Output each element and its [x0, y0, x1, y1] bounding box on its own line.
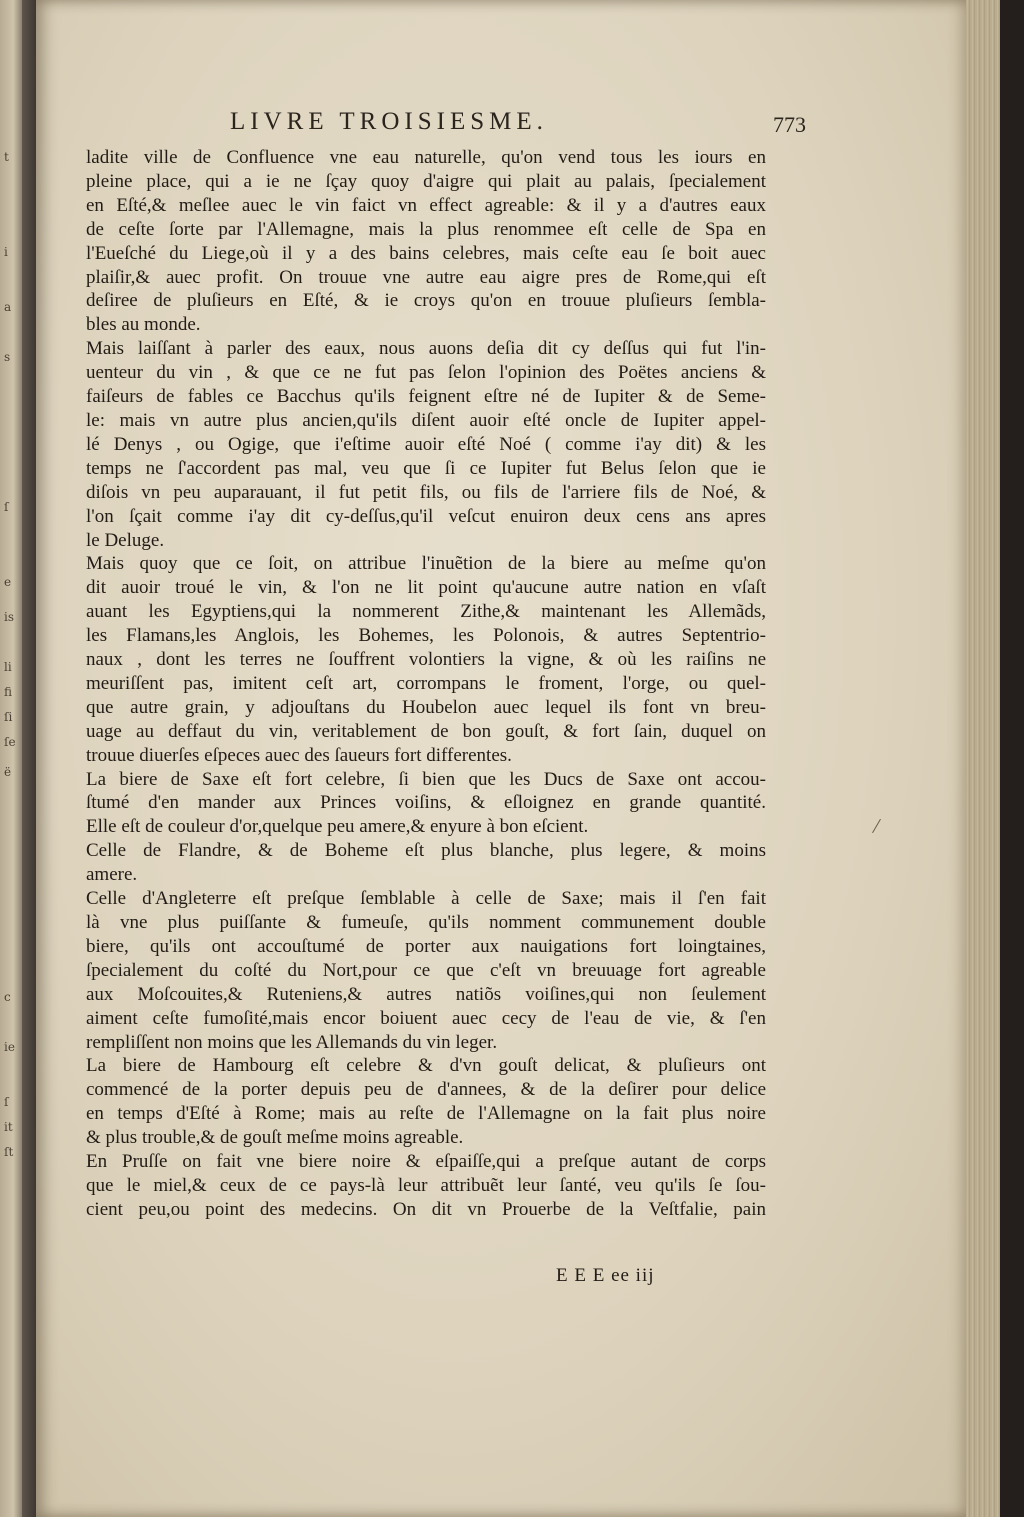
signature-mark: E E E ee iij	[556, 1265, 655, 1286]
margin-fragment: li	[4, 660, 12, 674]
margin-fragment: ë	[4, 765, 12, 779]
text-line: de ceſte ſorte par l'Allemagne, mais la plus renommee eſt celle de Spa en	[86, 218, 766, 240]
text-line: uage au deffaut du vin, veritablement de bon gouſt, & fort ſain, duquel on	[86, 720, 766, 742]
text-line: En Pruſſe on fait vne biere noire & eſpaiſſe,qui a preſque autant de corps	[86, 1151, 766, 1173]
text-line: uenteur du vin , & que ce ne fut pas ſelon l'opinion des Poëtes anciens &	[86, 362, 766, 384]
text-line: les Flamans,les Anglois, les Bohemes, les Polonois, & autres Septentrio-	[86, 625, 766, 647]
margin-fragment: ſt	[4, 1145, 14, 1159]
text-line: Mais laiſſant à parler des eaux, nous auons deſia dit cy deſſus qui fut l'in-	[86, 338, 766, 360]
text-line: commencé de la porter depuis peu de d'annees, & de la deſirer pour delice	[86, 1079, 766, 1101]
margin-fragment: fi	[4, 685, 13, 699]
margin-fragment: is	[4, 610, 14, 624]
margin-fragment: ſe	[4, 735, 16, 749]
text-line: biere, qu'ils ont accouſtumé de porter aux nauigations fort loingtaines,	[86, 935, 766, 957]
text-line: lé Denys , ou Ogige, que i'eſtime auoir eſté Noé ( comme i'ay dit) & les	[86, 433, 766, 455]
text-line: auant les Egyptiens,qui la nommerent Zithe,& maintenant les Allemãds,	[86, 601, 766, 623]
text-line: diſois vn peu auparauant, il fut petit fils, ou fils de l'arriere fils de Noé, &	[86, 481, 766, 503]
text-line: La biere de Hambourg eſt celebre & d'vn gouſt delicat, & pluſieurs ont	[86, 1055, 766, 1077]
margin-fragment: i	[4, 245, 8, 259]
text-line: que autre grain, y adjouſtans du Houbelon auec lequel ils font vn breu-	[86, 696, 766, 718]
text-line: en Eſté,& meſlee auec le vin faict vn effect agreable: & il y a d'autres eaux	[86, 194, 766, 216]
text-line: rempliſſent non moins que les Allemands du vin leger.	[86, 1031, 498, 1053]
text-line: bles au monde.	[86, 314, 201, 336]
text-line: l'on ſçait comme i'ay dit cy-deſſus,qu'il veſcut enuiron deux cens ans apres	[86, 505, 766, 527]
text-line: que le miel,& ceux de ce pays-là leur attribuẽt leur ſanté, veu qu'ils ſe ſou-	[86, 1174, 766, 1196]
text-line: plaiſir,& auec profit. On trouue vne autre eau aigre pres de Rome,qui eſt	[86, 266, 766, 288]
text-line: Mais quoy que ce ſoit, on attribue l'inuẽtion de la biere au meſme qu'on	[86, 553, 766, 575]
binding-gutter	[22, 0, 36, 1517]
text-line: temps ne ſ'accordent pas mal, veu que ſi ce Iupiter fut Belus ſelon que ie	[86, 457, 766, 479]
text-line: aiment ceſte fumoſité,mais encor boiuent auec cecy de l'eau de vie, & ſ'en	[86, 1007, 766, 1029]
text-line: aux Moſcouites,& Ruteniens,& autres natiõs voiſines,qui non ſeulement	[86, 983, 766, 1005]
text-line: le: mais vn autre plus ancien,qu'ils diſent auoir eſté oncle de Iupiter appel-	[86, 409, 766, 431]
text-line: Celle d'Angleterre eſt preſque ſemblable à celle de Saxe; mais il ſ'en fait	[86, 888, 766, 910]
text-line: l'Eueſché du Liege,où il y a des bains celebres, mais ceſte eau ſe boit auec	[86, 242, 766, 264]
text-line: & plus trouble,& de gouſt meſme moins agreable.	[86, 1127, 464, 1149]
text-line: naux , dont les terres ne ſouffrent volontiers la vigne, & où les raiſins ne	[86, 649, 766, 671]
previous-page-margin-fragments	[0, 0, 22, 1517]
text-line: ladite ville de Confluence vne eau naturelle, qu'on vend tous les iours en	[86, 147, 766, 168]
text-line: ſtumé d'en mander aux Princes voiſins, & eſloignez en grande quantité.	[86, 792, 766, 814]
text-line: La biere de Saxe eſt fort celebre, ſi bien que les Ducs de Saxe ont accou-	[86, 768, 766, 790]
text-line: faiſeurs de fables ce Bacchus qu'ils feignent eſtre né de Iupiter & de Seme-	[86, 386, 766, 408]
page-number: 773	[773, 112, 806, 137]
margin-fragment: ſ	[4, 500, 9, 514]
margin-fragment: ie	[4, 1040, 15, 1054]
text-line: trouue diuerſes eſpeces auec des ſaueurs fort differentes.	[86, 744, 512, 766]
text-line: en temps d'Eſté à Rome; mais au reſte de l'Allemagne on la fait plus noire	[86, 1103, 766, 1125]
text-line: là vne plus puiſſante & fumeuſe, qu'ils nomment communement double	[86, 912, 766, 933]
margin-fragment: c	[4, 990, 11, 1004]
text-line: ſpecialement du coſté du Nort,pour ce que c'eſt vn breuuage fort agreable	[86, 959, 766, 981]
text-line: pleine place, qui a ie ne ſçay quoy d'aigre qui plait au palais, ſpecialement	[86, 170, 766, 192]
margin-fragment: a	[4, 300, 12, 314]
margin-fragment: it	[4, 1120, 13, 1134]
text-line: amere.	[86, 864, 138, 886]
text-line: Celle de Flandre, & de Boheme eſt plus blanche, plus legere, & moins	[86, 840, 766, 862]
margin-fragment: ſ	[4, 1095, 9, 1109]
text-line: dit auoir troué le vin, & l'on ne lit point qu'aucune autre nation en vſaſt	[86, 577, 766, 599]
margin-fragment: s	[4, 350, 11, 364]
running-title: LIVRE TROISIESME.	[230, 108, 548, 135]
text-line: cient peu,ou point des medecins. On dit vn Prouerbe de la Veſtfalie, pain	[86, 1198, 766, 1220]
fore-edge-pages	[966, 0, 1000, 1517]
text-line: le Deluge.	[86, 529, 165, 551]
margin-fragment: t	[4, 150, 9, 164]
text-line: Elle eſt de couleur d'or,quelque peu amere,& enyure à bon eſcient.	[86, 816, 589, 838]
text-line: meuriſſent pas, imitent ceſt art, corrompans le froment, l'orge, ou quel-	[86, 672, 766, 694]
margin-fragment: e	[4, 575, 12, 589]
body-text	[86, 146, 766, 1222]
cover-board	[1000, 0, 1024, 1517]
text-line: deſiree de pluſieurs en Eſté, & ie croys qu'on en trouue pluſieurs ſembla-	[86, 290, 766, 312]
margin-fragment: ſi	[4, 710, 13, 724]
